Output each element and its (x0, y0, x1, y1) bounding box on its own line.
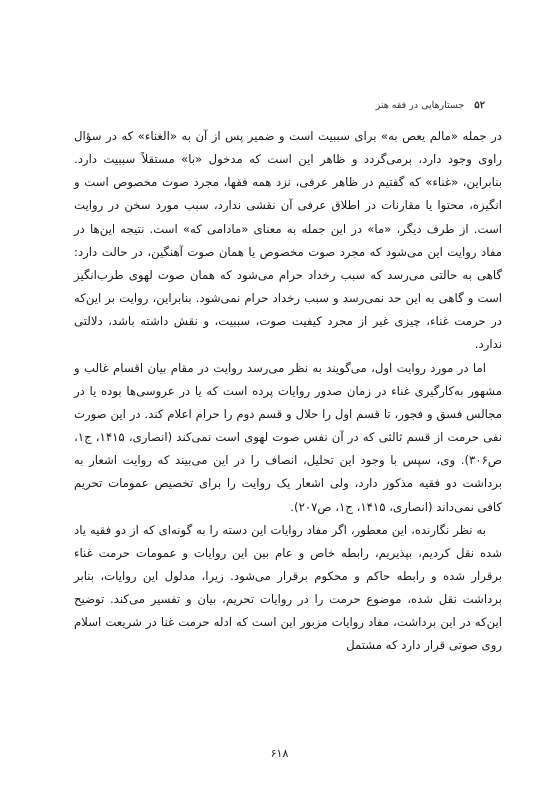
running-header (90, 97, 485, 113)
header-title: جستارهایی در فقه هنر (375, 99, 465, 111)
paragraph-3: به نظر نگارنده، این معطور، اگر مفاد روایات این دسته را به گونه‌ای که از دو فقیه یاد شده نقل کردیم، بپذیریم، رابطه خاص و عام بین این روایات و عمومات حرمت غناء برقرار شده و رابطه حاکم و محکوم برقرار می‌شود. زیرا، مدلول این روایات، بنابر برداشت نقل شده، موضوع حرمت را در روایات تحریم، بیان و تفسیر می‌کند. توضیح این‌که در این برداشت، مفاد روایات مزبور این است که ادله حرمت غنا در شریعت اسلام روی صوتی قرار دارد که مشتمل (74, 522, 502, 653)
body-text (74, 125, 502, 658)
header-number: ۵۲ (474, 99, 485, 111)
paragraph-1: در جمله «مالم یعص به» برای سببیت است و ضمیر پس از آن به «الغناء» که در سؤال راوی وجود دارد، برمی‌گردد و ظاهر این است که مدخول «با» مستقلاً سببیت دارد. بنابراین، «غناء» که گفتیم در ظاهر عرفی، نزد همه فقها، مجرد صوت مخصوص است و انگیزه، محتوا یا مقارنات در اطلاق عرفی آن نقشی ندارد، سبب مورد سخن در روایت است. از طرف دیگر، «ما» در این جمله به معنای «مادامی که» است. نتیجه این‌ها در مفاد روایت این می‌شود که مجرد صوت مخصوص یا همان صوت آهنگین، در حالت دارد: گاهی به حالتی می‌رسد که سبب رخداد حرام می‌شود که همان صوت لهوی طرب‌انگیز است و گاهی به این حد نمی‌رسد و سبب رخداد حرام نمی‌شود. بنابراین، روایت بر این‌که در حرمت غناء، چیزی غیر از مجرد کیفیت صوت، سببیت، و نقش داشته باشد، دلالتی ندارد. (74, 129, 502, 352)
paragraph-2: اما در مورد روایت اول، می‌گویند به نظر می‌رسد روایت در مقام بیان اقسام غالب و مشهور به‌کارگیری غناء در زمان صدور روایات پرده است که یا در عروسی‌ها بوده یا در مجالس فسق و فجور، تا قسم اول را حلال و قسم دوم را حرام اعلام کند. در این صورت نفی حرمت از قسم ثالثی که در آن نفس صوت لهوی است نمی‌کند (انصاری، ۱۴۱۵، ج۱، ص۳۰۶). وی، سپس با وجود این تحلیل، انصاف را در این می‌بیند که روایت اشعار به برداشت دو فقیه مذکور دارد، ولی اشعار یک روایت را برای تخصیص عمومات تحریم کافی نمی‌داند (انصاری، ۱۴۱۵، ج۱، ص۲۰۷). (74, 360, 502, 514)
page-number: ۶۱۸ (270, 747, 289, 760)
